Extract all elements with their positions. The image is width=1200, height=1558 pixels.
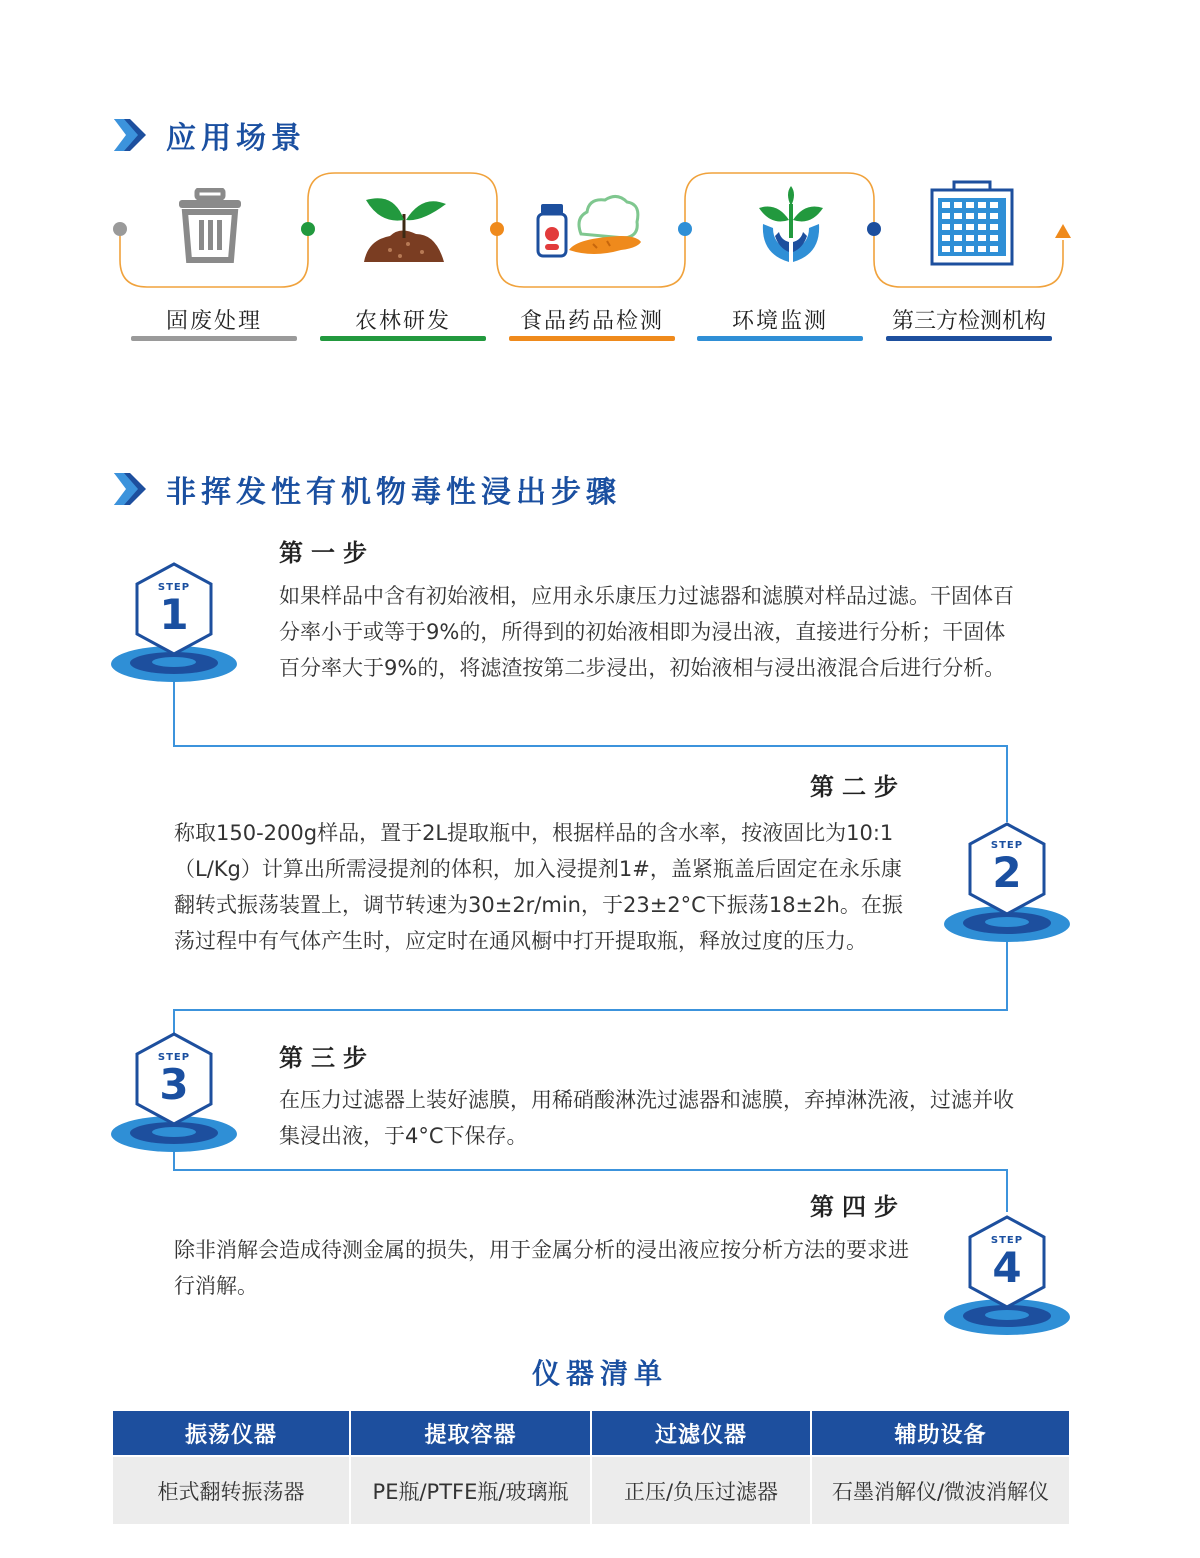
equipment-table [113,1411,1069,1524]
step-badge-2 [942,820,1072,950]
table-cell: 石墨消解仪/微波消解仪 [812,1457,1069,1524]
badge-step-label: STEP [157,582,191,593]
step-badge-4 [942,1213,1072,1343]
scenario-label-third-party: 第三方检测机构 [891,309,1046,334]
step-title-2: 第二步 [810,773,906,801]
table-header-row [113,1411,1069,1455]
step-badge-1 [109,560,239,690]
table-header-cell: 过滤仪器 [592,1411,810,1455]
step-text-4: 除非消解会造成待测金属的损失，用于金属分析的浸出液应按分析方法的要求进行消解。 [174,1238,909,1298]
section-title: 应用场景 [166,121,306,156]
badge-step-number: 4 [992,1243,1022,1292]
badge-step-label: STEP [157,1052,191,1063]
step-text-3: 在压力过滤器上装好滤膜，用稀硝酸淋洗过滤器和滤膜，弃掉淋洗液，过滤并收集浸出液，于4°C下保存。 [279,1088,1014,1148]
scenario-label-environment: 环境监测 [731,309,828,334]
badge-step-label: STEP [990,840,1024,851]
scenario-label-solid-waste: 固废处理 [165,309,262,334]
step-title-4: 第四步 [810,1193,906,1221]
scenario-label-food-drug: 食品药品检测 [519,309,664,334]
step-title-1: 第一步 [279,539,375,567]
table-row [113,1457,1069,1524]
equipment-title: 仪器清单 [531,1357,668,1390]
table-header-cell: 辅助设备 [812,1411,1069,1455]
step-text-1: 如果样品中含有初始液相，应用永乐康压力过滤器和滤膜对样品过滤。干固体百分率小于或等于9%的，所得到的初始液相即为浸出液，直接进行分析；干固体百分率大于9%的，将滤渣按第二步浸出，初始液相与浸出液混合后进行分析。 [279,584,1014,680]
badge-step-number: 3 [159,1060,189,1109]
step-badge-3 [109,1030,239,1160]
table-cell: 柜式翻转振荡器 [113,1457,349,1524]
scenario-label-agri-forestry: 农林研发 [354,309,451,334]
section-title: 非挥发性有机物毒性浸出步骤 [166,475,621,510]
table-header-cell: 提取容器 [351,1411,590,1455]
table-cell: 正压/负压过滤器 [592,1457,810,1524]
badge-step-number: 1 [159,590,189,639]
table-cell: PE瓶/PTFE瓶/玻璃瓶 [351,1457,590,1524]
table-header-cell: 振荡仪器 [113,1411,349,1455]
badge-step-label: STEP [990,1235,1024,1246]
step-title-3: 第三步 [279,1044,375,1072]
step-text-2: 称取150-200g样品，置于2L提取瓶中，根据样品的含水率，按液固比为10:1（L/Kg）计算出所需浸提剂的体积，加入浸提剂1#，盖紧瓶盖后固定在永乐康翻转式振荡装置上，调节转速为30±2r/min，于23±2°C下振荡18±2h。在振荡过程中有气体产生时，应定时在通风橱中打开提取瓶，释放过度的压力。 [174,821,903,953]
badge-step-number: 2 [992,848,1022,897]
